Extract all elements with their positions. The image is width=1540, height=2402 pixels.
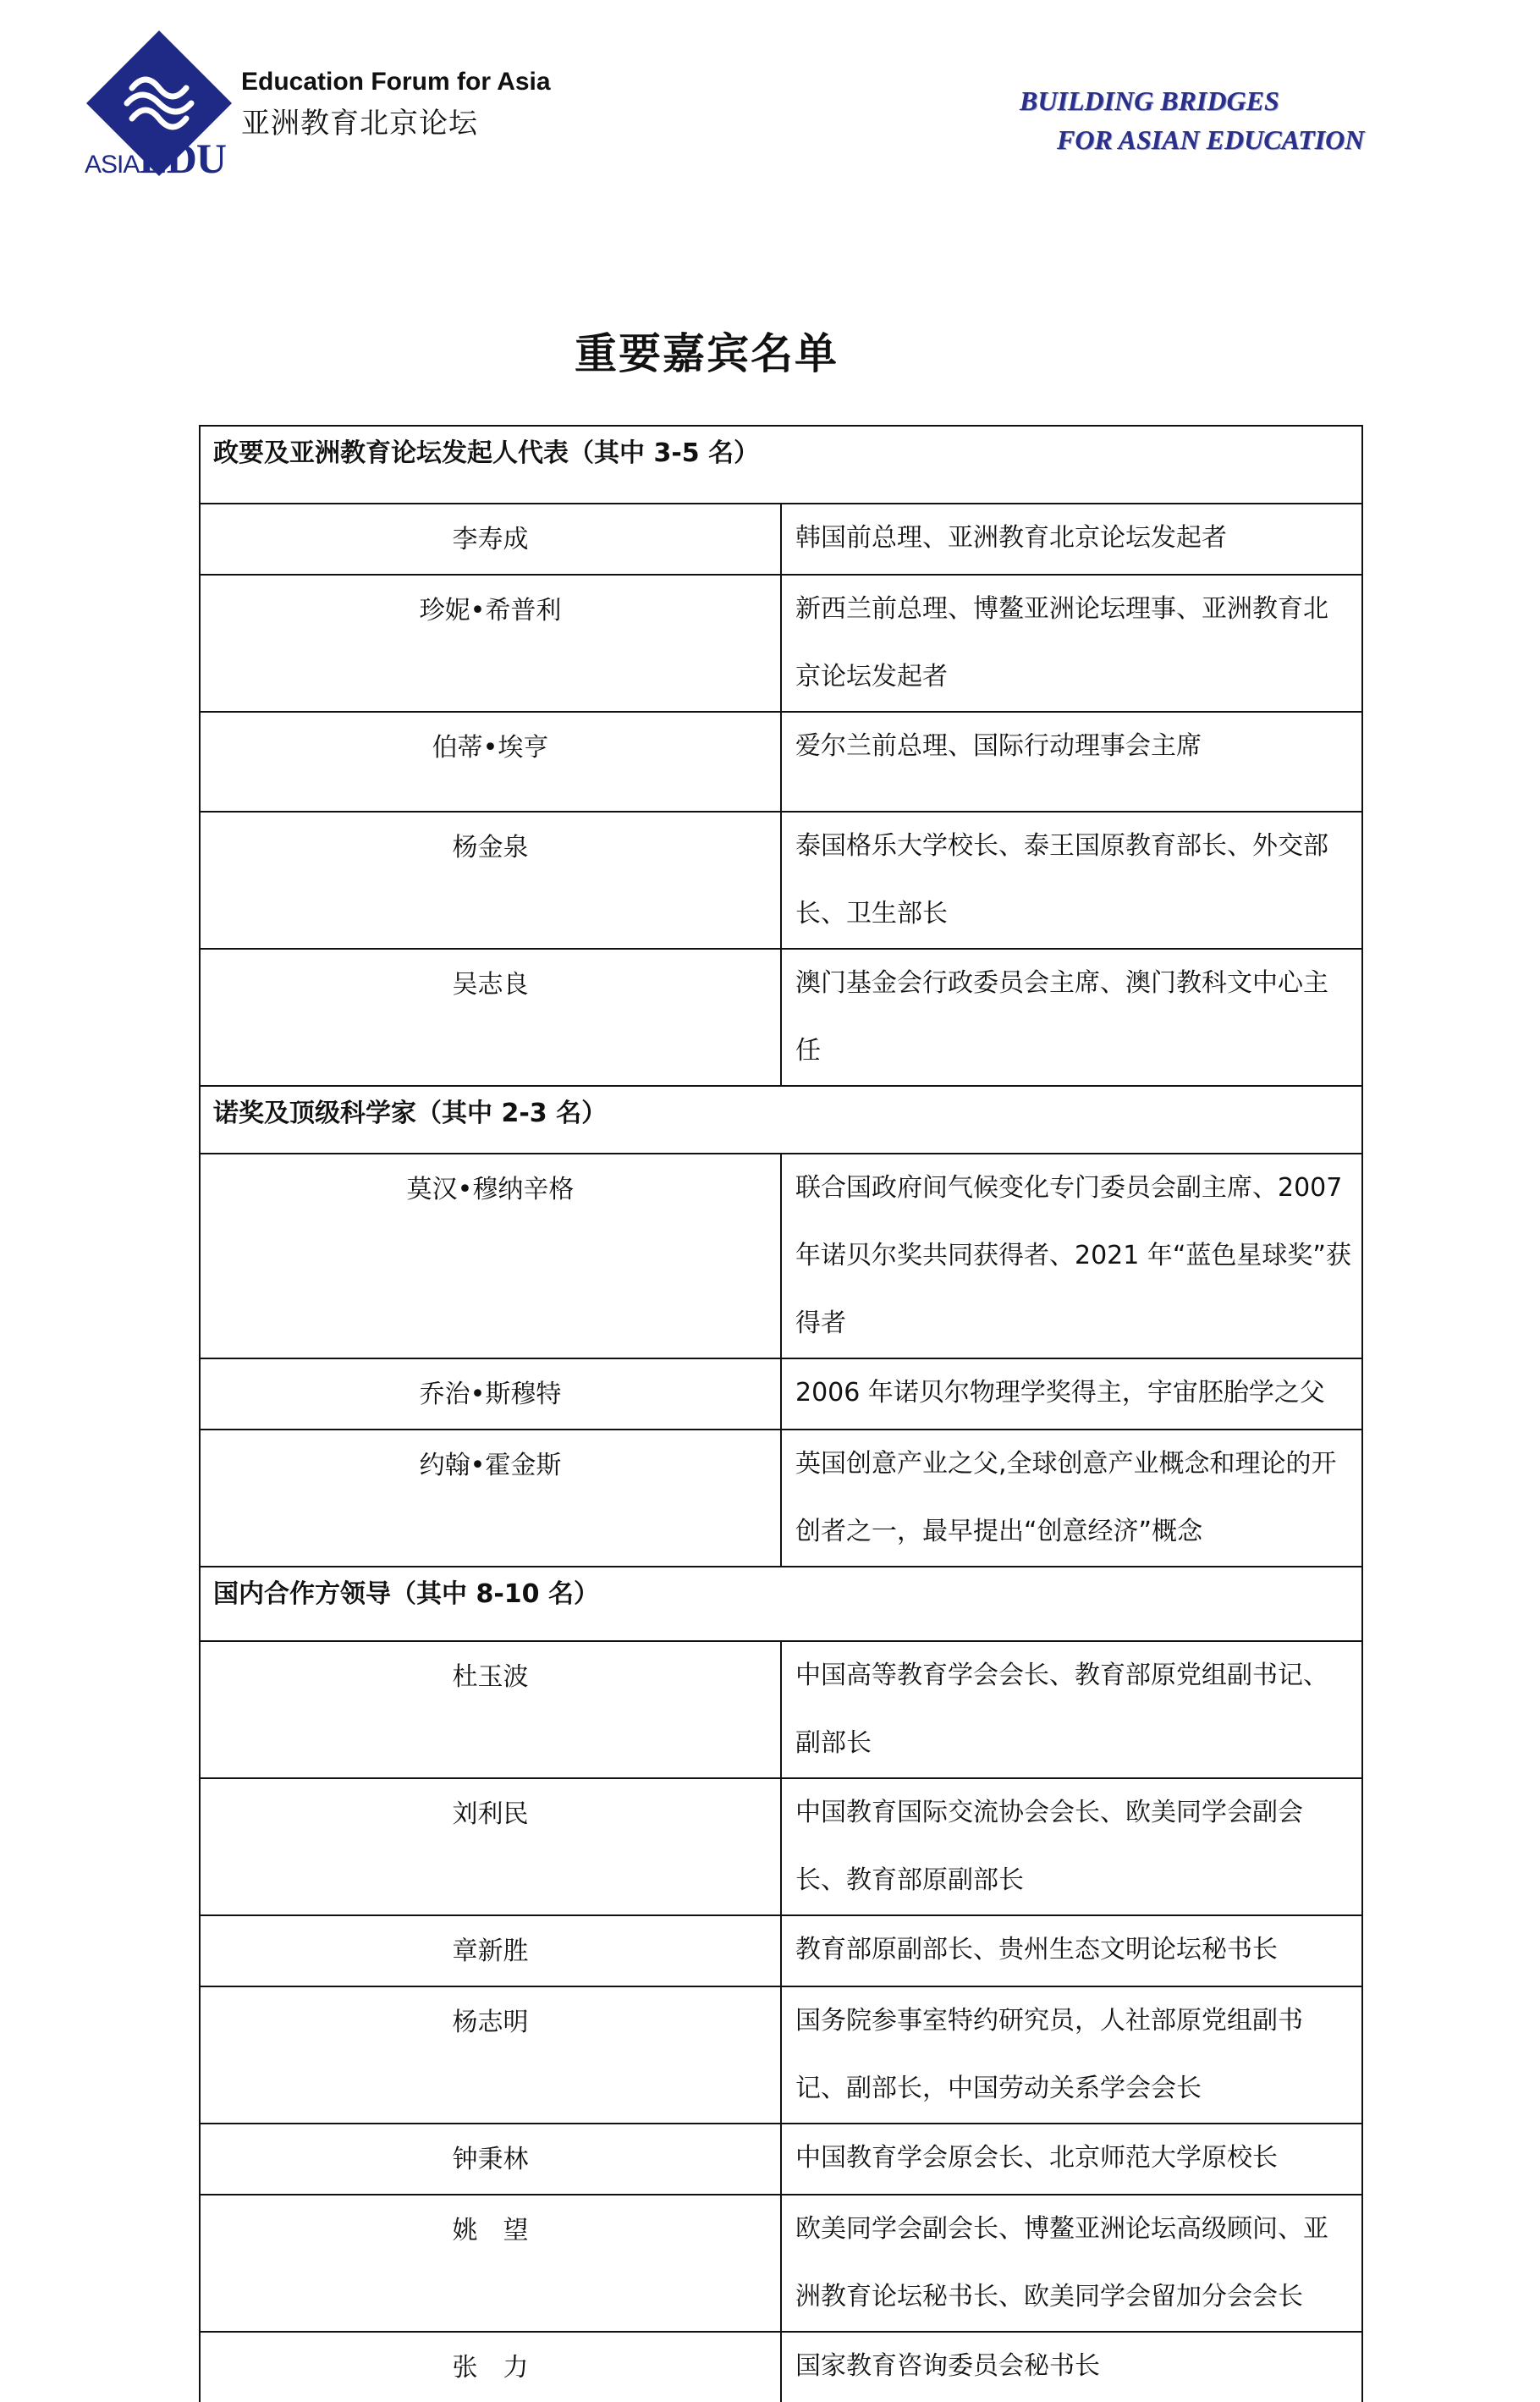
guest-title: 欧美同学会副会长、博鳌亚洲论坛高级顾问、亚洲教育论坛秘书长、欧美同学会留加分会会长 <box>781 2195 1362 2332</box>
guest-title: 中国高等教育学会会长、教育部原党组副书记、副部长 <box>781 1641 1362 1778</box>
guest-name: 张 力 <box>200 2332 781 2402</box>
guest-title: 中国教育学会原会长、北京师范大学原校长 <box>781 2124 1362 2195</box>
org-name-english: Education Forum for Asia <box>241 68 551 96</box>
guest-name: 杨金泉 <box>200 812 781 949</box>
table-row <box>200 1358 1362 1430</box>
guest-title: 爱尔兰前总理、国际行动理事会主席 <box>781 712 1362 812</box>
guest-name: 伯蒂•埃亨 <box>200 712 781 812</box>
table-row <box>200 1986 1362 2124</box>
slogan-line-2: FOR ASIAN EDUCATION <box>1057 124 1365 155</box>
section-heading: 诺奖及顶级科学家（其中 2-3 名） <box>200 1086 1362 1154</box>
guest-name: 杨志明 <box>200 1986 781 2124</box>
table-row <box>200 812 1362 949</box>
section-header-row <box>200 426 1362 504</box>
section-heading: 国内合作方领导（其中 8-10 名） <box>200 1567 1362 1641</box>
guest-title: 国家教育咨询委员会秘书长 <box>781 2332 1362 2402</box>
guest-name: 钟秉林 <box>200 2124 781 2195</box>
guest-list-table <box>199 425 1363 2402</box>
guest-title: 国务院参事室特约研究员，人社部原党组副书记、副部长，中国劳动关系学会会长 <box>781 1986 1362 2124</box>
table-row <box>200 2195 1362 2332</box>
guest-title: 韩国前总理、亚洲教育北京论坛发起者 <box>781 504 1362 575</box>
table-row <box>200 1154 1362 1358</box>
page-title: 重要嘉宾名单 <box>575 329 839 378</box>
guest-name: 莫汉•穆纳辛格 <box>200 1154 781 1358</box>
guest-title: 泰国格乐大学校长、泰王国原教育部长、外交部长、卫生部长 <box>781 812 1362 949</box>
table-row <box>200 949 1362 1086</box>
guest-title: 2006 年诺贝尔物理学奖得主，宇宙胚胎学之父 <box>781 1358 1362 1430</box>
guest-name: 章新胜 <box>200 1915 781 1986</box>
logo-wordmark <box>85 134 226 183</box>
guest-name: 杜玉波 <box>200 1641 781 1778</box>
table-row <box>200 2332 1362 2402</box>
logo-asia-text: ASIA <box>85 151 140 179</box>
guest-title: 教育部原副部长、贵州生态文明论坛秘书长 <box>781 1915 1362 1986</box>
table-row <box>200 2124 1362 2195</box>
guest-name: 姚 望 <box>200 2195 781 2332</box>
guest-title: 英国创意产业之父,全球创意产业概念和理论的开创者之一，最早提出“创意经济”概念 <box>781 1430 1362 1567</box>
guest-name: 珍妮•希普利 <box>200 575 781 712</box>
guest-name: 吴志良 <box>200 949 781 1086</box>
guest-title: 联合国政府间气候变化专门委员会副主席、2007 年诺贝尔奖共同获得者、2021 年“蓝色星球奖”获得者 <box>781 1154 1362 1358</box>
section-header-row <box>200 1086 1362 1154</box>
section-header-row <box>200 1567 1362 1641</box>
guest-name: 刘利民 <box>200 1778 781 1915</box>
table-row <box>200 1778 1362 1915</box>
table-row <box>200 1915 1362 1986</box>
table-row <box>200 575 1362 712</box>
slogan-line-1: BUILDING BRIDGES <box>1020 85 1279 116</box>
guest-title: 新西兰前总理、博鳌亚洲论坛理事、亚洲教育北京论坛发起者 <box>781 575 1362 712</box>
guest-title: 中国教育国际交流协会会长、欧美同学会副会长、教育部原副部长 <box>781 1778 1362 1915</box>
table-row <box>200 1430 1362 1567</box>
page-header <box>0 0 1540 195</box>
org-name-chinese: 亚洲教育北京论坛 <box>241 107 478 140</box>
guest-name: 乔治•斯穆特 <box>200 1358 781 1430</box>
guest-name: 李寿成 <box>200 504 781 575</box>
table-row <box>200 504 1362 575</box>
guest-name: 约翰•霍金斯 <box>200 1430 781 1567</box>
slogan <box>1020 81 1364 159</box>
guest-title: 澳门基金会行政委员会主席、澳门教科文中心主任 <box>781 949 1362 1086</box>
table-row <box>200 1641 1362 1778</box>
table-row <box>200 712 1362 812</box>
logo-edu-text: EDU <box>139 135 226 182</box>
section-heading: 政要及亚洲教育论坛发起人代表（其中 3-5 名） <box>200 426 1362 504</box>
